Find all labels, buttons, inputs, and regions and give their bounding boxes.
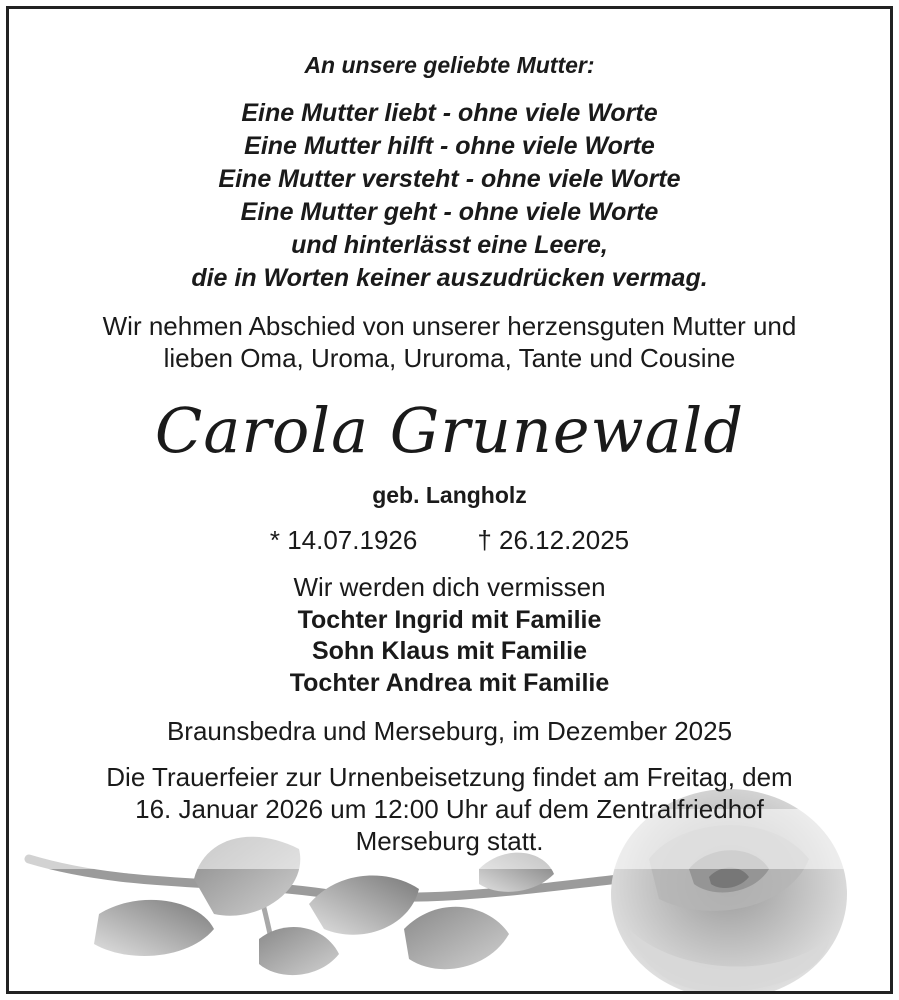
- funeral-notice-line: Die Trauerfeier zur Urnenbeisetzung findet am Freitag, dem: [106, 762, 793, 792]
- poem-line: die in Worten keiner auszudrücken vermag.: [191, 264, 708, 292]
- deceased-name: Carola Grunewald: [154, 394, 745, 467]
- poem-line: Eine Mutter geht - ohne viele Worte: [240, 198, 659, 226]
- poem-line: Eine Mutter hilft - ohne viele Worte: [244, 132, 655, 160]
- intro-line: Wir nehmen Abschied von unserer herzensguten Mutter und: [102, 311, 797, 341]
- intro-line: lieben Oma, Uroma, Ururoma, Tante und Cousine: [163, 343, 736, 373]
- mourners-intro: Wir werden dich vermissen: [293, 572, 606, 602]
- mourner-line: Tochter Andrea mit Familie: [289, 669, 610, 697]
- poem-line: Eine Mutter liebt - ohne viele Worte: [241, 99, 658, 127]
- leaf-5: [259, 927, 339, 975]
- poem-line: Eine Mutter versteht - ohne viele Worte: [218, 165, 681, 193]
- life-dates: [9, 525, 890, 556]
- death-date: † 26.12.2025: [477, 525, 630, 555]
- leaf-4: [404, 907, 509, 969]
- mourner-line: Sohn Klaus mit Familie: [311, 637, 588, 665]
- leaf-2: [309, 875, 419, 934]
- leaf-3: [94, 900, 214, 956]
- maiden-name: geb. Langholz: [372, 482, 527, 508]
- birth-date: * 14.07.1926: [269, 525, 418, 555]
- poem-line: und hinterlässt eine Leere,: [291, 231, 608, 259]
- poem-title: An unsere geliebte Mutter:: [304, 52, 595, 78]
- place-date: Braunsbedra und Merseburg, im Dezember 2025: [166, 716, 733, 746]
- mourner-line: Tochter Ingrid mit Familie: [297, 606, 602, 634]
- obituary-frame: [6, 6, 893, 994]
- funeral-notice-line: Merseburg statt.: [355, 826, 544, 856]
- funeral-notice-line: 16. Januar 2026 um 12:00 Uhr auf dem Zentralfriedhof: [135, 794, 764, 824]
